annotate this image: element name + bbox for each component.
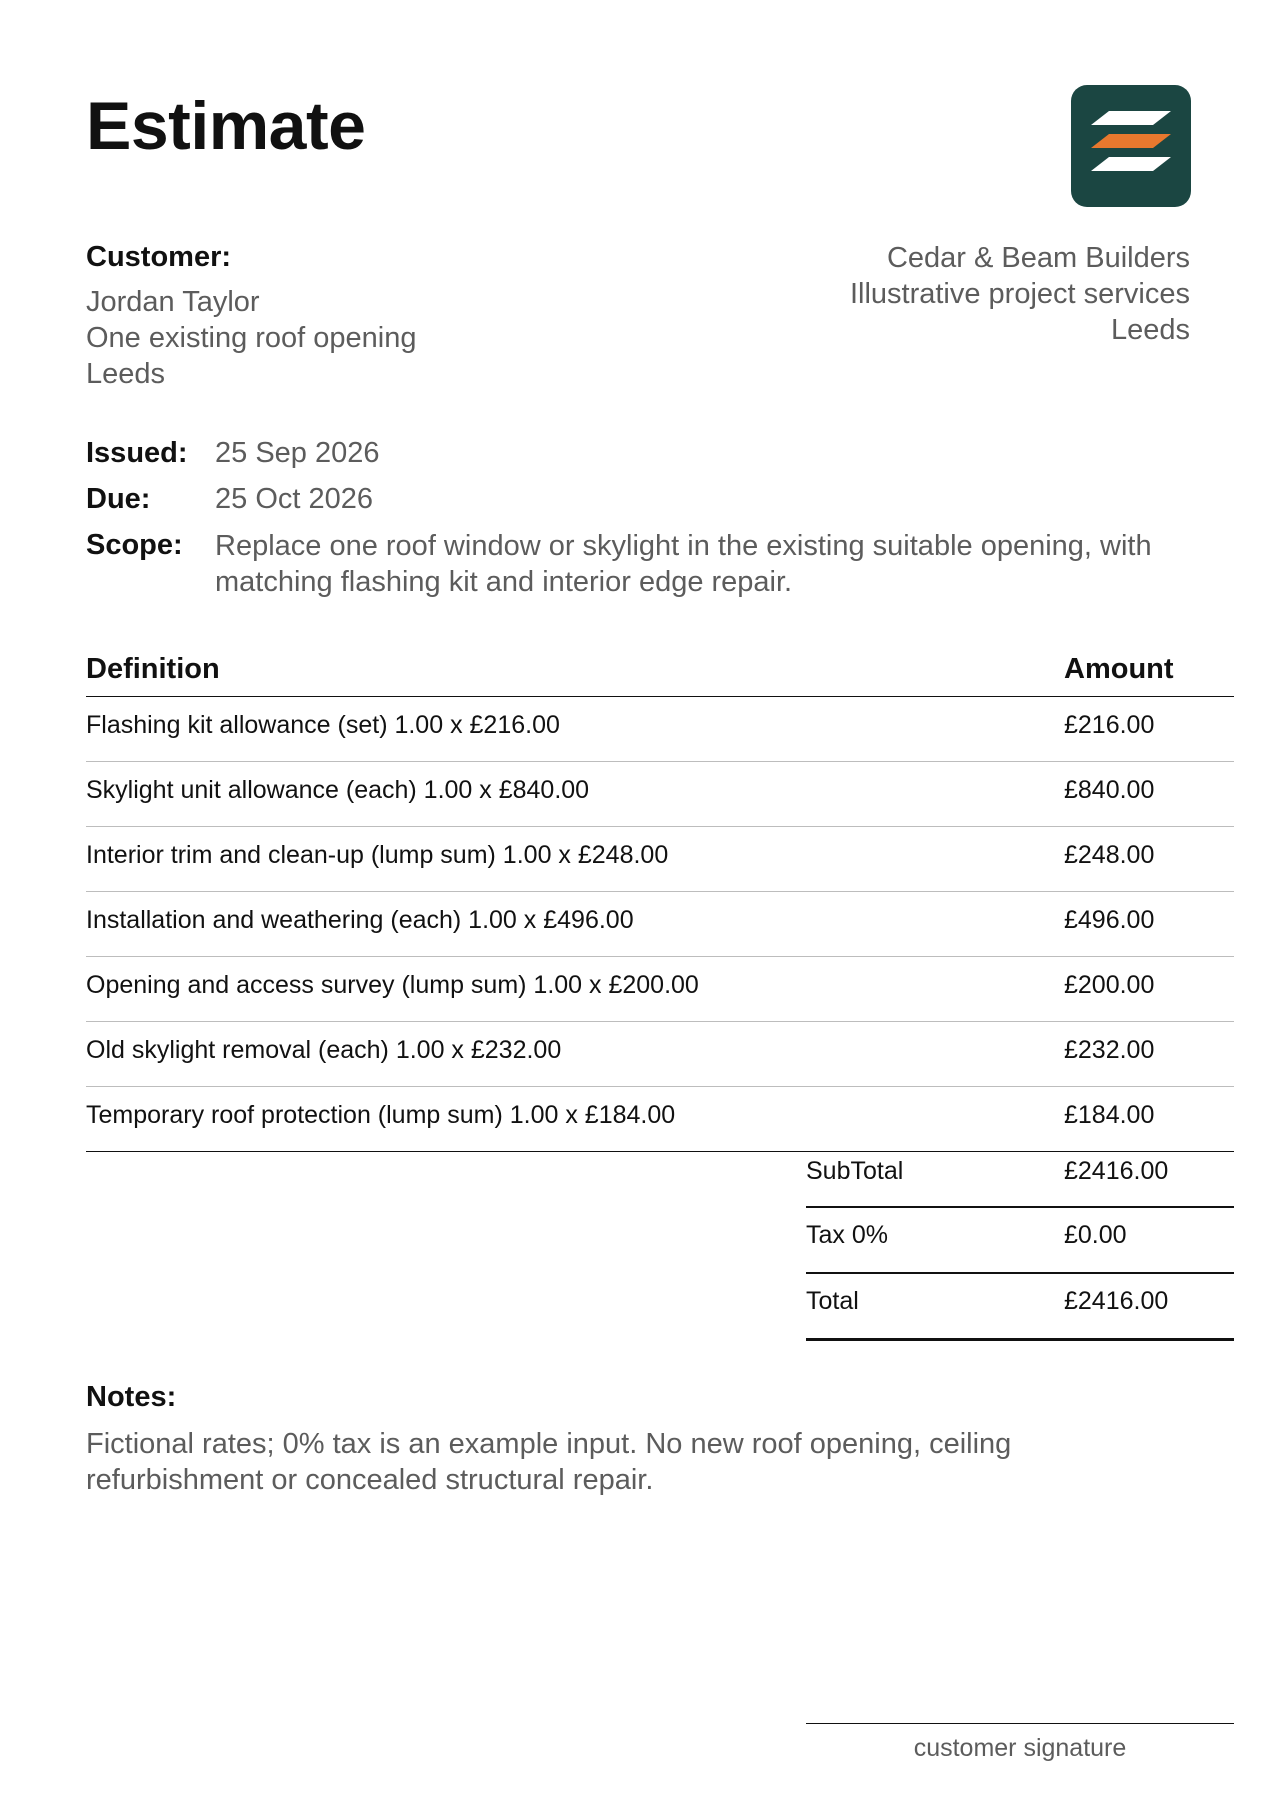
company-tagline: Illustrative project services (849, 278, 1190, 310)
scope-description: Replace one roof window or skylight in the existing suitable opening, with matching flashing kit and interior edge repair. (215, 530, 1152, 598)
company-logo-icon (1071, 85, 1191, 207)
customer-address-line: One existing roof opening (86, 322, 417, 354)
definition-column-header: Definition (86, 653, 220, 685)
row-amount: £496.00 (1064, 906, 1155, 934)
total-label: Total (806, 1287, 859, 1315)
table-row (86, 1087, 1234, 1152)
company-city: Leeds (1110, 314, 1190, 346)
row-definition: Interior trim and clean-up (lump sum) 1.00 x £248.00 (86, 841, 669, 869)
row-definition: Temporary roof protection (lump sum) 1.00 x £184.00 (86, 1101, 676, 1129)
total-value: £2416.00 (1064, 1287, 1169, 1315)
signature-line (806, 1723, 1234, 1724)
company-name: Cedar & Beam Builders (886, 242, 1190, 274)
table-header (86, 650, 1234, 697)
line-items-table (86, 650, 1234, 1152)
customer-label: Customer: (86, 241, 232, 273)
row-definition: Skylight unit allowance (each) 1.00 x £840.00 (86, 776, 590, 804)
row-amount: £216.00 (1064, 711, 1155, 739)
subtotal-row (806, 1148, 1234, 1208)
due-label: Due: (86, 483, 151, 515)
totals-summary (806, 1148, 1234, 1341)
page-title: Estimate (86, 88, 366, 164)
table-row (86, 1022, 1234, 1087)
subtotal-value: £2416.00 (1064, 1157, 1169, 1185)
row-amount: £248.00 (1064, 841, 1155, 869)
amount-column-header: Amount (1064, 653, 1174, 685)
issued-label: Issued: (86, 437, 188, 469)
due-date: 25 Oct 2026 (215, 483, 373, 515)
notes-label: Notes: (86, 1381, 177, 1413)
tax-label: Tax 0% (806, 1221, 888, 1249)
table-row (86, 762, 1234, 827)
row-definition: Old skylight removal (each) 1.00 x £232.00 (86, 1036, 562, 1064)
table-row (86, 957, 1234, 1022)
row-definition: Flashing kit allowance (set) 1.00 x £216.00 (86, 711, 560, 739)
customer-address (86, 284, 417, 392)
row-amount: £232.00 (1064, 1036, 1155, 1064)
table-row (86, 827, 1234, 892)
scope-label: Scope: (86, 529, 183, 561)
total-row (806, 1274, 1234, 1341)
tax-row (806, 1208, 1234, 1274)
table-row (86, 892, 1234, 957)
customer-name: Jordan Taylor (86, 286, 260, 318)
row-definition: Installation and weathering (each) 1.00 x £496.00 (86, 906, 634, 934)
tax-value: £0.00 (1064, 1221, 1127, 1249)
issued-date: 25 Sep 2026 (215, 437, 380, 469)
row-definition: Opening and access survey (lump sum) 1.00 x £200.00 (86, 971, 699, 999)
customer-city: Leeds (86, 358, 166, 390)
row-amount: £200.00 (1064, 971, 1155, 999)
row-amount: £840.00 (1064, 776, 1155, 804)
signature-label: customer signature (913, 1734, 1127, 1762)
table-row (86, 697, 1234, 762)
subtotal-label: SubTotal (806, 1157, 904, 1185)
company-info (850, 240, 1190, 348)
row-amount: £184.00 (1064, 1101, 1155, 1129)
notes-text: Fictional rates; 0% tax is an example input. No new roof opening, ceiling refurbishment or concealed structural repair. (86, 1428, 1012, 1496)
